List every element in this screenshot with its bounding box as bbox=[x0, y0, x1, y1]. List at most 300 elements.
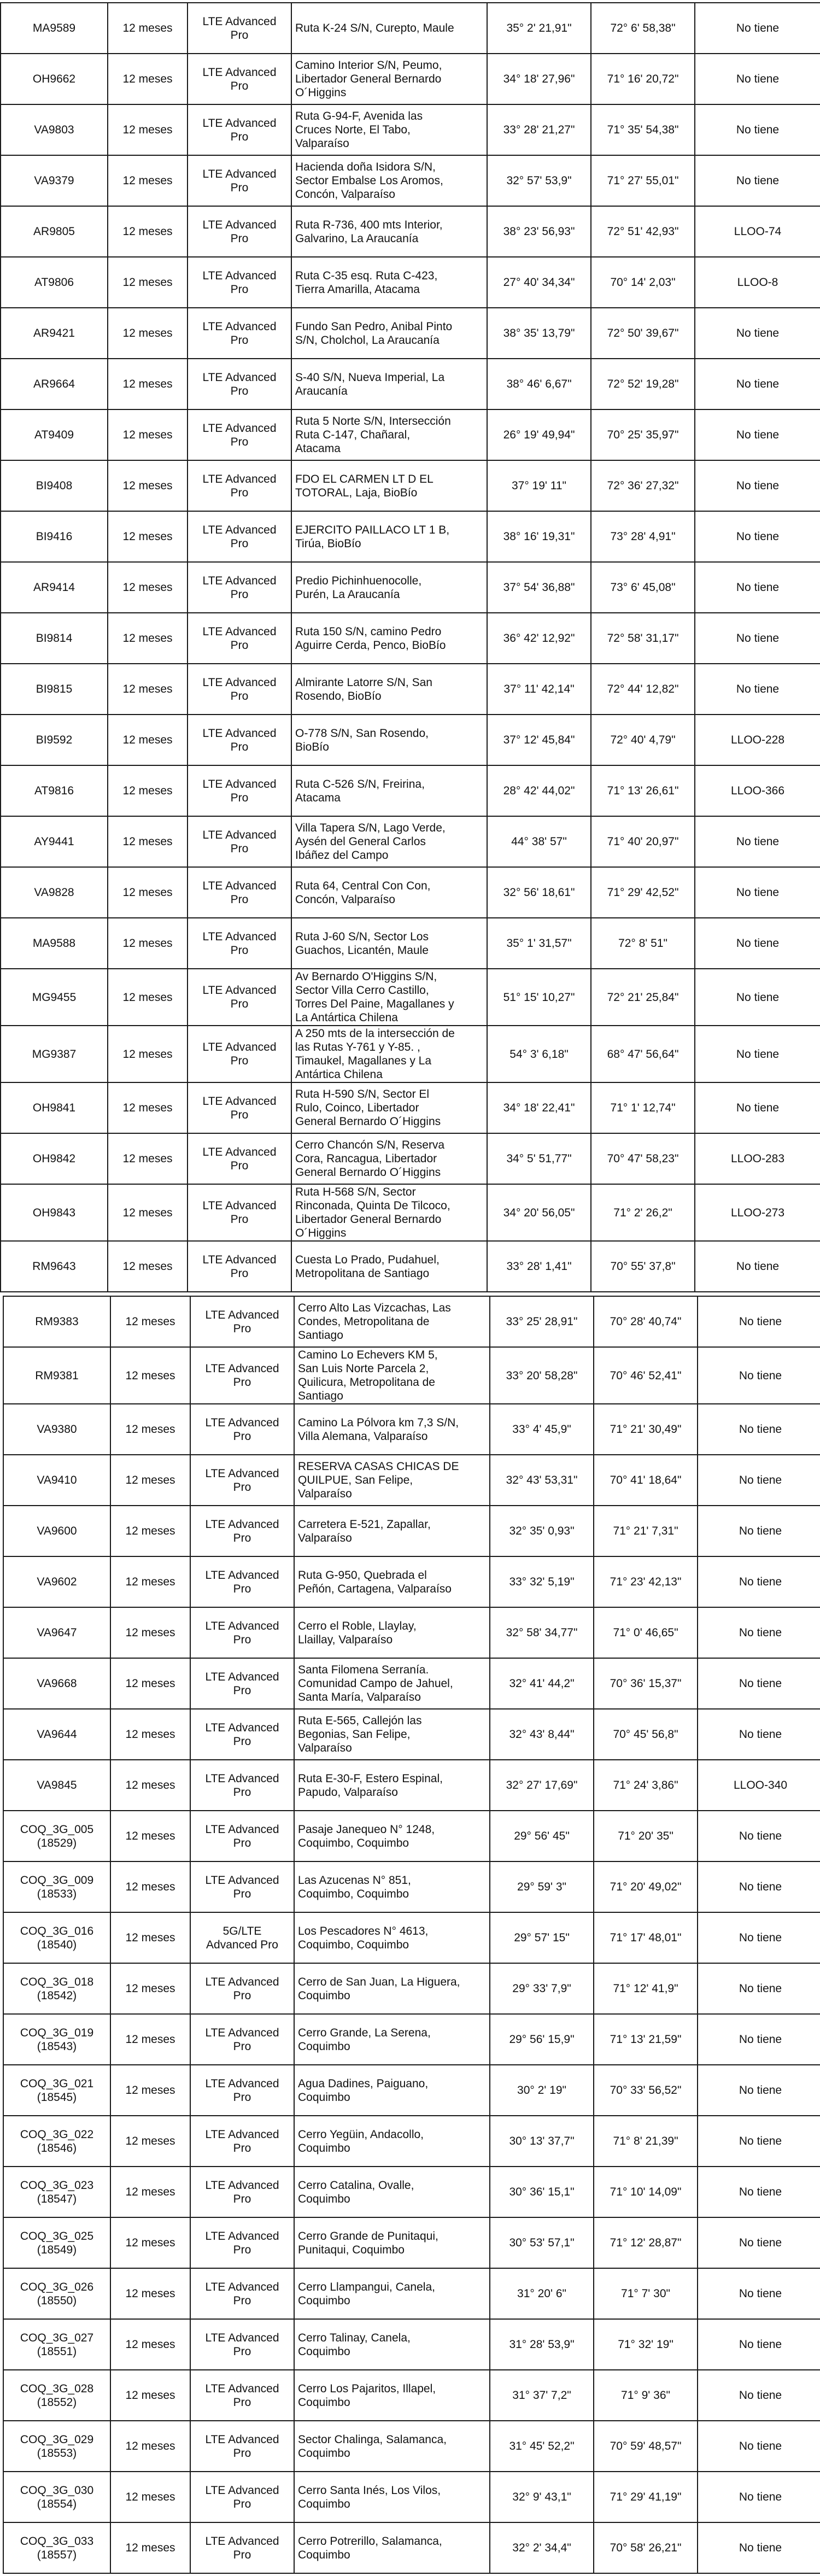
term-cell: 12 meses bbox=[110, 2268, 190, 2319]
term-cell: 12 meses bbox=[108, 1241, 188, 1292]
table-row bbox=[3, 1861, 820, 1912]
site-id-cell: MA9589 bbox=[1, 3, 108, 54]
technology-cell: LTE Advanced Pro bbox=[188, 1082, 291, 1133]
term-cell: 12 meses bbox=[108, 562, 188, 613]
table-row bbox=[3, 2217, 820, 2268]
lloo-cell: No tiene bbox=[695, 511, 820, 562]
lloo-cell: No tiene bbox=[695, 1082, 820, 1133]
latitude-cell: 32° 27' 17,69" bbox=[490, 1760, 594, 1811]
latitude-cell: 33° 28' 1,41" bbox=[487, 1241, 591, 1292]
longitude-cell: 70° 33' 56,52" bbox=[594, 2065, 698, 2116]
technology-cell: LTE Advanced Pro bbox=[190, 1607, 294, 1658]
longitude-cell: 71° 27' 55,01" bbox=[591, 155, 695, 206]
address-cell: O-778 S/N, San Rosendo, BioBío bbox=[291, 715, 487, 765]
longitude-cell: 71° 7' 30" bbox=[594, 2268, 698, 2319]
lloo-cell: No tiene bbox=[698, 2014, 820, 2065]
term-cell: 12 meses bbox=[110, 2319, 190, 2370]
lloo-cell: No tiene bbox=[698, 1556, 820, 1607]
technology-cell: LTE Advanced Pro bbox=[190, 2421, 294, 2472]
address-cell: Ruta E-565, Callejón las Begonias, San Felipe, Valparaíso bbox=[294, 1709, 490, 1760]
address-cell: Ruta 5 Norte S/N, Intersección Ruta C-147, Chañaral, Atacama bbox=[291, 409, 487, 460]
term-cell: 12 meses bbox=[110, 1556, 190, 1607]
term-cell: 12 meses bbox=[110, 1658, 190, 1709]
latitude-cell: 30° 2' 19" bbox=[490, 2065, 594, 2116]
lloo-cell: No tiene bbox=[698, 2421, 820, 2472]
lloo-cell: No tiene bbox=[698, 2065, 820, 2116]
table-row bbox=[3, 1709, 820, 1760]
table-row bbox=[1, 155, 820, 206]
lloo-cell: No tiene bbox=[695, 359, 820, 409]
site-id-cell: COQ_3G_018 (18542) bbox=[3, 1963, 110, 2014]
longitude-cell: 71° 8' 21,39" bbox=[594, 2116, 698, 2167]
site-id-cell: RM9383 bbox=[3, 1296, 110, 1347]
address-cell: Cerro de San Juan, La Higuera, Coquimbo bbox=[294, 1963, 490, 2014]
address-cell: Camino Interior S/N, Peumo, Libertador General Bernardo O´Higgins bbox=[291, 54, 487, 104]
latitude-cell: 33° 32' 5,19" bbox=[490, 1556, 594, 1607]
longitude-cell: 72° 6' 58,38" bbox=[591, 3, 695, 54]
table-row bbox=[1, 308, 820, 359]
lloo-cell: No tiene bbox=[695, 54, 820, 104]
technology-cell: LTE Advanced Pro bbox=[190, 1556, 294, 1607]
term-cell: 12 meses bbox=[110, 1760, 190, 1811]
address-cell: Villa Tapera S/N, Lago Verde, Aysén del General Carlos Ibáñez del Campo bbox=[291, 816, 487, 867]
site-id-cell: COQ_3G_026 (18550) bbox=[3, 2268, 110, 2319]
table-row bbox=[1, 969, 820, 1026]
technology-cell: LTE Advanced Pro bbox=[188, 1184, 291, 1241]
term-cell: 12 meses bbox=[110, 1709, 190, 1760]
technology-cell: LTE Advanced Pro bbox=[190, 2014, 294, 2065]
longitude-cell: 71° 10' 14,09" bbox=[594, 2167, 698, 2217]
table-row bbox=[3, 2421, 820, 2472]
technology-cell: LTE Advanced Pro bbox=[188, 816, 291, 867]
lloo-cell: No tiene bbox=[698, 1455, 820, 1506]
term-cell: 12 meses bbox=[110, 1861, 190, 1912]
technology-cell: LTE Advanced Pro bbox=[188, 511, 291, 562]
site-id-cell: AT9409 bbox=[1, 409, 108, 460]
technology-cell: LTE Advanced Pro bbox=[188, 308, 291, 359]
technology-cell: LTE Advanced Pro bbox=[190, 1811, 294, 1861]
technology-cell: LTE Advanced Pro bbox=[190, 1861, 294, 1912]
address-cell: RESERVA CASAS CHICAS DE QUILPUE, San Felipe, Valparaíso bbox=[294, 1455, 490, 1506]
site-id-cell: OH9662 bbox=[1, 54, 108, 104]
term-cell: 12 meses bbox=[108, 409, 188, 460]
site-id-cell: OH9841 bbox=[1, 1082, 108, 1133]
table-row bbox=[1, 816, 820, 867]
table-row bbox=[3, 1811, 820, 1861]
term-cell: 12 meses bbox=[110, 1404, 190, 1455]
table-row bbox=[3, 1296, 820, 1347]
latitude-cell: 38° 16' 19,31" bbox=[487, 511, 591, 562]
table-row bbox=[3, 1404, 820, 1455]
table-row bbox=[3, 1912, 820, 1963]
latitude-cell: 30° 13' 37,7" bbox=[490, 2116, 594, 2167]
site-id-cell: MA9588 bbox=[1, 918, 108, 969]
address-cell: EJERCITO PAILLACO LT 1 B, Tirúa, BioBío bbox=[291, 511, 487, 562]
term-cell: 12 meses bbox=[110, 1607, 190, 1658]
term-cell: 12 meses bbox=[108, 3, 188, 54]
technology-cell: LTE Advanced Pro bbox=[188, 918, 291, 969]
lloo-cell: No tiene bbox=[698, 1404, 820, 1455]
table-row bbox=[3, 1556, 820, 1607]
latitude-cell: 32° 58' 34,77" bbox=[490, 1607, 594, 1658]
latitude-cell: 33° 20' 58,28" bbox=[490, 1347, 594, 1404]
lloo-cell: No tiene bbox=[698, 2167, 820, 2217]
term-cell: 12 meses bbox=[108, 155, 188, 206]
term-cell: 12 meses bbox=[110, 2472, 190, 2522]
latitude-cell: 34° 18' 27,96" bbox=[487, 54, 591, 104]
term-cell: 12 meses bbox=[110, 1912, 190, 1963]
longitude-cell: 71° 12' 28,87" bbox=[594, 2217, 698, 2268]
table-row bbox=[1, 359, 820, 409]
longitude-cell: 72° 8' 51" bbox=[591, 918, 695, 969]
latitude-cell: 32° 35' 0,93" bbox=[490, 1506, 594, 1556]
latitude-cell: 44° 38' 57" bbox=[487, 816, 591, 867]
address-cell: Ruta G-94-F, Avenida las Cruces Norte, El Tabo, Valparaíso bbox=[291, 104, 487, 155]
longitude-cell: 71° 35' 54,38" bbox=[591, 104, 695, 155]
address-cell: Ruta K-24 S/N, Curepto, Maule bbox=[291, 3, 487, 54]
site-id-cell: RM9381 bbox=[3, 1347, 110, 1404]
longitude-cell: 71° 1' 12,74" bbox=[591, 1082, 695, 1133]
address-cell: Santa Filomena Serranía. Comunidad Campo de Jahuel, Santa María, Valparaíso bbox=[294, 1658, 490, 1709]
table-row bbox=[1, 1241, 820, 1292]
lloo-cell: No tiene bbox=[698, 2472, 820, 2522]
technology-cell: 5G/LTE Advanced Pro bbox=[190, 1912, 294, 1963]
address-cell: Cuesta Lo Prado, Pudahuel, Metropolitana de Santiago bbox=[291, 1241, 487, 1292]
address-cell: Ruta H-590 S/N, Sector El Rulo, Coinco, Libertador General Bernardo O´Higgins bbox=[291, 1082, 487, 1133]
longitude-cell: 71° 20' 49,02" bbox=[594, 1861, 698, 1912]
latitude-cell: 32° 41' 44,2" bbox=[490, 1658, 594, 1709]
lloo-cell: No tiene bbox=[698, 2319, 820, 2370]
latitude-cell: 30° 36' 15,1" bbox=[490, 2167, 594, 2217]
lloo-cell: No tiene bbox=[695, 664, 820, 715]
address-cell: Cerro Catalina, Ovalle, Coquimbo bbox=[294, 2167, 490, 2217]
site-id-cell: OH9842 bbox=[1, 1133, 108, 1184]
longitude-cell: 71° 2' 26,2" bbox=[591, 1184, 695, 1241]
address-cell: Cerro Llampangui, Canela, Coquimbo bbox=[294, 2268, 490, 2319]
technology-cell: LTE Advanced Pro bbox=[190, 1347, 294, 1404]
table-row bbox=[3, 1506, 820, 1556]
latitude-cell: 34° 18' 22,41" bbox=[487, 1082, 591, 1133]
site-id-cell: COQ_3G_005 (18529) bbox=[3, 1811, 110, 1861]
term-cell: 12 meses bbox=[108, 511, 188, 562]
term-cell: 12 meses bbox=[108, 867, 188, 918]
table-row bbox=[1, 715, 820, 765]
site-id-cell: RM9643 bbox=[1, 1241, 108, 1292]
lloo-cell: No tiene bbox=[698, 1296, 820, 1347]
technology-cell: LTE Advanced Pro bbox=[188, 460, 291, 511]
longitude-cell: 71° 12' 41,9" bbox=[594, 1963, 698, 2014]
table-row bbox=[1, 867, 820, 918]
lloo-cell: No tiene bbox=[698, 2370, 820, 2421]
latitude-cell: 31° 37' 7,2" bbox=[490, 2370, 594, 2421]
site-id-cell: OH9843 bbox=[1, 1184, 108, 1241]
longitude-cell: 72° 50' 39,67" bbox=[591, 308, 695, 359]
address-cell: Cerro Chancón S/N, Reserva Cora, Rancagua, Libertador General Bernardo O´Higgins bbox=[291, 1133, 487, 1184]
longitude-cell: 71° 29' 41,19" bbox=[594, 2472, 698, 2522]
latitude-cell: 26° 19' 49,94" bbox=[487, 409, 591, 460]
table-row bbox=[1, 765, 820, 816]
address-cell: Sector Chalinga, Salamanca, Coquimbo bbox=[294, 2421, 490, 2472]
longitude-cell: 68° 47' 56,64" bbox=[591, 1026, 695, 1082]
technology-cell: LTE Advanced Pro bbox=[188, 969, 291, 1026]
site-id-cell: VA9803 bbox=[1, 104, 108, 155]
site-id-cell: BI9408 bbox=[1, 460, 108, 511]
address-cell: Ruta C-526 S/N, Freirina, Atacama bbox=[291, 765, 487, 816]
latitude-cell: 54° 3' 6,18" bbox=[487, 1026, 591, 1082]
site-id-cell: VA9379 bbox=[1, 155, 108, 206]
latitude-cell: 31° 20' 6" bbox=[490, 2268, 594, 2319]
longitude-cell: 72° 58' 31,17" bbox=[591, 613, 695, 664]
table-row bbox=[1, 3, 820, 54]
longitude-cell: 71° 29' 42,52" bbox=[591, 867, 695, 918]
technology-cell: LTE Advanced Pro bbox=[188, 359, 291, 409]
table-row bbox=[3, 2319, 820, 2370]
term-cell: 12 meses bbox=[110, 1296, 190, 1347]
table-row bbox=[3, 1607, 820, 1658]
term-cell: 12 meses bbox=[108, 1133, 188, 1184]
table-row bbox=[3, 1658, 820, 1709]
address-cell: Cerro Grande de Punitaqui, Punitaqui, Coquimbo bbox=[294, 2217, 490, 2268]
table-row bbox=[3, 2065, 820, 2116]
term-cell: 12 meses bbox=[108, 359, 188, 409]
site-id-cell: AY9441 bbox=[1, 816, 108, 867]
technology-cell: LTE Advanced Pro bbox=[188, 1241, 291, 1292]
table-row bbox=[1, 206, 820, 257]
technology-cell: LTE Advanced Pro bbox=[190, 1760, 294, 1811]
technology-cell: LTE Advanced Pro bbox=[190, 2472, 294, 2522]
longitude-cell: 71° 20' 35" bbox=[594, 1811, 698, 1861]
latitude-cell: 37° 54' 36,88" bbox=[487, 562, 591, 613]
table-row bbox=[3, 2014, 820, 2065]
lloo-cell: LLOO-340 bbox=[698, 1760, 820, 1811]
longitude-cell: 71° 9' 36" bbox=[594, 2370, 698, 2421]
site-id-cell: MG9455 bbox=[1, 969, 108, 1026]
longitude-cell: 72° 40' 4,79" bbox=[591, 715, 695, 765]
address-cell: Camino La Pólvora km 7,3 S/N, Villa Alemana, Valparaíso bbox=[294, 1404, 490, 1455]
site-id-cell: AR9421 bbox=[1, 308, 108, 359]
longitude-cell: 70° 59' 48,57" bbox=[594, 2421, 698, 2472]
technology-cell: LTE Advanced Pro bbox=[190, 2167, 294, 2217]
longitude-cell: 71° 24' 3,86" bbox=[594, 1760, 698, 1811]
term-cell: 12 meses bbox=[108, 460, 188, 511]
term-cell: 12 meses bbox=[108, 765, 188, 816]
latitude-cell: 29° 33' 7,9" bbox=[490, 1963, 594, 2014]
table-row bbox=[1, 54, 820, 104]
technology-cell: LTE Advanced Pro bbox=[190, 1709, 294, 1760]
address-cell: Ruta R-736, 400 mts Interior, Galvarino, La Araucanía bbox=[291, 206, 487, 257]
term-cell: 12 meses bbox=[108, 206, 188, 257]
lloo-cell: No tiene bbox=[695, 816, 820, 867]
latitude-cell: 32° 43' 53,31" bbox=[490, 1455, 594, 1506]
latitude-cell: 37° 19' 11" bbox=[487, 460, 591, 511]
site-id-cell: BI9416 bbox=[1, 511, 108, 562]
address-cell: Cerro Grande, La Serena, Coquimbo bbox=[294, 2014, 490, 2065]
site-id-cell: VA9845 bbox=[3, 1760, 110, 1811]
term-cell: 12 meses bbox=[108, 715, 188, 765]
lloo-cell: No tiene bbox=[695, 613, 820, 664]
table-row bbox=[3, 2268, 820, 2319]
technology-cell: LTE Advanced Pro bbox=[190, 2116, 294, 2167]
site-id-cell: AT9806 bbox=[1, 257, 108, 308]
lloo-cell: LLOO-74 bbox=[695, 206, 820, 257]
technology-cell: LTE Advanced Pro bbox=[188, 1133, 291, 1184]
address-cell: Ruta C-35 esq. Ruta C-423, Tierra Amarilla, Atacama bbox=[291, 257, 487, 308]
lloo-cell: No tiene bbox=[695, 918, 820, 969]
address-cell: Hacienda doña Isidora S/N, Sector Embalse Los Aromos, Concón, Valparaíso bbox=[291, 155, 487, 206]
table-row bbox=[1, 918, 820, 969]
longitude-cell: 72° 21' 25,84" bbox=[591, 969, 695, 1026]
lloo-cell: No tiene bbox=[698, 1861, 820, 1912]
lloo-cell: No tiene bbox=[695, 155, 820, 206]
latitude-cell: 28° 42' 44,02" bbox=[487, 765, 591, 816]
latitude-cell: 31° 28' 53,9" bbox=[490, 2319, 594, 2370]
table-row bbox=[1, 104, 820, 155]
longitude-cell: 71° 40' 20,97" bbox=[591, 816, 695, 867]
address-cell: Ruta 150 S/N, camino Pedro Aguirre Cerda, Penco, BioBío bbox=[291, 613, 487, 664]
term-cell: 12 meses bbox=[108, 1082, 188, 1133]
longitude-cell: 70° 41' 18,64" bbox=[594, 1455, 698, 1506]
technology-cell: LTE Advanced Pro bbox=[188, 867, 291, 918]
site-id-cell: VA9668 bbox=[3, 1658, 110, 1709]
lloo-cell: No tiene bbox=[695, 1241, 820, 1292]
term-cell: 12 meses bbox=[110, 2370, 190, 2421]
latitude-cell: 35° 1' 31,57" bbox=[487, 918, 591, 969]
address-cell: Camino Lo Echevers KM 5, San Luis Norte Parcela 2, Quilicura, Metropolitana de Santiago bbox=[294, 1347, 490, 1404]
longitude-cell: 72° 36' 27,32" bbox=[591, 460, 695, 511]
term-cell: 12 meses bbox=[110, 2065, 190, 2116]
table-row bbox=[3, 2522, 820, 2573]
table-row bbox=[3, 1347, 820, 1404]
latitude-cell: 32° 2' 34,4" bbox=[490, 2522, 594, 2573]
site-id-cell: COQ_3G_021 (18545) bbox=[3, 2065, 110, 2116]
longitude-cell: 72° 44' 12,82" bbox=[591, 664, 695, 715]
technology-cell: LTE Advanced Pro bbox=[188, 104, 291, 155]
site-id-cell: COQ_3G_019 (18543) bbox=[3, 2014, 110, 2065]
address-cell: Av Bernardo O'Higgins S/N, Sector Villa Cerro Castillo, Torres Del Paine, Magallanes y La Antártica Chilena bbox=[291, 969, 487, 1026]
table-row bbox=[1, 1184, 820, 1241]
table-row bbox=[1, 1133, 820, 1184]
latitude-cell: 30° 53' 57,1" bbox=[490, 2217, 594, 2268]
term-cell: 12 meses bbox=[110, 2522, 190, 2573]
address-cell: A 250 mts de la intersección de las Rutas Y-761 y Y-85. , Timaukel, Magallanes y La Antártica Chilena bbox=[291, 1026, 487, 1082]
term-cell: 12 meses bbox=[110, 2116, 190, 2167]
technology-cell: LTE Advanced Pro bbox=[190, 2319, 294, 2370]
longitude-cell: 70° 58' 26,21" bbox=[594, 2522, 698, 2573]
site-id-cell: MG9387 bbox=[1, 1026, 108, 1082]
latitude-cell: 35° 2' 21,91" bbox=[487, 3, 591, 54]
technology-cell: LTE Advanced Pro bbox=[190, 1506, 294, 1556]
address-cell: Carretera E-521, Zapallar, Valparaíso bbox=[294, 1506, 490, 1556]
address-cell: Cerro Potrerillo, Salamanca, Coquimbo bbox=[294, 2522, 490, 2573]
address-cell: Cerro Alto Las Vizcachas, Las Condes, Metropolitana de Santiago bbox=[294, 1296, 490, 1347]
site-id-cell: COQ_3G_022 (18546) bbox=[3, 2116, 110, 2167]
site-id-cell: VA9647 bbox=[3, 1607, 110, 1658]
lloo-cell: LLOO-228 bbox=[695, 715, 820, 765]
site-id-cell: COQ_3G_033 (18557) bbox=[3, 2522, 110, 2573]
address-cell: Ruta H-568 S/N, Sector Rinconada, Quinta De Tilcoco, Libertador General Bernardo O´Higgins bbox=[291, 1184, 487, 1241]
lloo-cell: No tiene bbox=[695, 460, 820, 511]
latitude-cell: 32° 57' 53,9" bbox=[487, 155, 591, 206]
lloo-cell: No tiene bbox=[695, 409, 820, 460]
term-cell: 12 meses bbox=[108, 308, 188, 359]
address-cell: Ruta J-60 S/N, Sector Los Guachos, Licantén, Maule bbox=[291, 918, 487, 969]
term-cell: 12 meses bbox=[108, 664, 188, 715]
table-row bbox=[1, 562, 820, 613]
site-id-cell: COQ_3G_025 (18549) bbox=[3, 2217, 110, 2268]
longitude-cell: 70° 14' 2,03" bbox=[591, 257, 695, 308]
address-cell: Los Pescadores N° 4613, Coquimbo, Coquimbo bbox=[294, 1912, 490, 1963]
site-id-cell: AR9805 bbox=[1, 206, 108, 257]
longitude-cell: 72° 51' 42,93" bbox=[591, 206, 695, 257]
table-row bbox=[3, 1760, 820, 1811]
technology-cell: LTE Advanced Pro bbox=[188, 715, 291, 765]
latitude-cell: 29° 56' 15,9" bbox=[490, 2014, 594, 2065]
address-cell: Las Azucenas N° 851, Coquimbo, Coquimbo bbox=[294, 1861, 490, 1912]
site-id-cell: BI9815 bbox=[1, 664, 108, 715]
site-id-cell: AT9816 bbox=[1, 765, 108, 816]
address-cell: Ruta G-950, Quebrada el Peñón, Cartagena, Valparaíso bbox=[294, 1556, 490, 1607]
lloo-cell: No tiene bbox=[698, 1912, 820, 1963]
lloo-cell: LLOO-283 bbox=[695, 1133, 820, 1184]
longitude-cell: 70° 46' 52,41" bbox=[594, 1347, 698, 1404]
site-id-cell: BI9814 bbox=[1, 613, 108, 664]
technology-cell: LTE Advanced Pro bbox=[190, 1404, 294, 1455]
address-cell: Pasaje Janequeo N° 1248, Coquimbo, Coquimbo bbox=[294, 1811, 490, 1861]
technology-cell: LTE Advanced Pro bbox=[188, 409, 291, 460]
lloo-cell: No tiene bbox=[695, 104, 820, 155]
address-cell: Almirante Latorre S/N, San Rosendo, BioBío bbox=[291, 664, 487, 715]
table-row bbox=[1, 1082, 820, 1133]
longitude-cell: 73° 6' 45,08" bbox=[591, 562, 695, 613]
latitude-cell: 31° 45' 52,2" bbox=[490, 2421, 594, 2472]
latitude-cell: 29° 57' 15" bbox=[490, 1912, 594, 1963]
term-cell: 12 meses bbox=[108, 1026, 188, 1082]
latitude-cell: 34° 20' 56,05" bbox=[487, 1184, 591, 1241]
latitude-cell: 37° 11' 42,14" bbox=[487, 664, 591, 715]
technology-cell: LTE Advanced Pro bbox=[190, 2268, 294, 2319]
lloo-cell: LLOO-273 bbox=[695, 1184, 820, 1241]
latitude-cell: 32° 9' 43,1" bbox=[490, 2472, 594, 2522]
technology-cell: LTE Advanced Pro bbox=[188, 613, 291, 664]
site-id-cell: VA9828 bbox=[1, 867, 108, 918]
longitude-cell: 71° 13' 21,59" bbox=[594, 2014, 698, 2065]
longitude-cell: 71° 0' 46,65" bbox=[594, 1607, 698, 1658]
site-id-cell: BI9592 bbox=[1, 715, 108, 765]
address-cell: FDO EL CARMEN LT D EL TOTORAL, Laja, BioBío bbox=[291, 460, 487, 511]
lloo-cell: No tiene bbox=[698, 1607, 820, 1658]
table-row bbox=[3, 2370, 820, 2421]
lloo-cell: No tiene bbox=[698, 2217, 820, 2268]
table-row bbox=[3, 1455, 820, 1506]
site-id-cell: VA9602 bbox=[3, 1556, 110, 1607]
longitude-cell: 70° 28' 40,74" bbox=[594, 1296, 698, 1347]
table-row bbox=[3, 2116, 820, 2167]
lloo-cell: No tiene bbox=[698, 2522, 820, 2573]
site-id-cell: VA9644 bbox=[3, 1709, 110, 1760]
address-cell: Fundo San Pedro, Anibal Pinto S/N, Cholchol, La Araucanía bbox=[291, 308, 487, 359]
site-id-cell: COQ_3G_029 (18553) bbox=[3, 2421, 110, 2472]
latitude-cell: 32° 43' 8,44" bbox=[490, 1709, 594, 1760]
lloo-cell: No tiene bbox=[698, 1347, 820, 1404]
technology-cell: LTE Advanced Pro bbox=[188, 155, 291, 206]
latitude-cell: 29° 59' 3" bbox=[490, 1861, 594, 1912]
table-row bbox=[1, 257, 820, 308]
term-cell: 12 meses bbox=[110, 1455, 190, 1506]
technology-cell: LTE Advanced Pro bbox=[188, 664, 291, 715]
table-row bbox=[1, 664, 820, 715]
term-cell: 12 meses bbox=[110, 1347, 190, 1404]
address-cell: Cerro Santa Inés, Los Vilos, Coquimbo bbox=[294, 2472, 490, 2522]
